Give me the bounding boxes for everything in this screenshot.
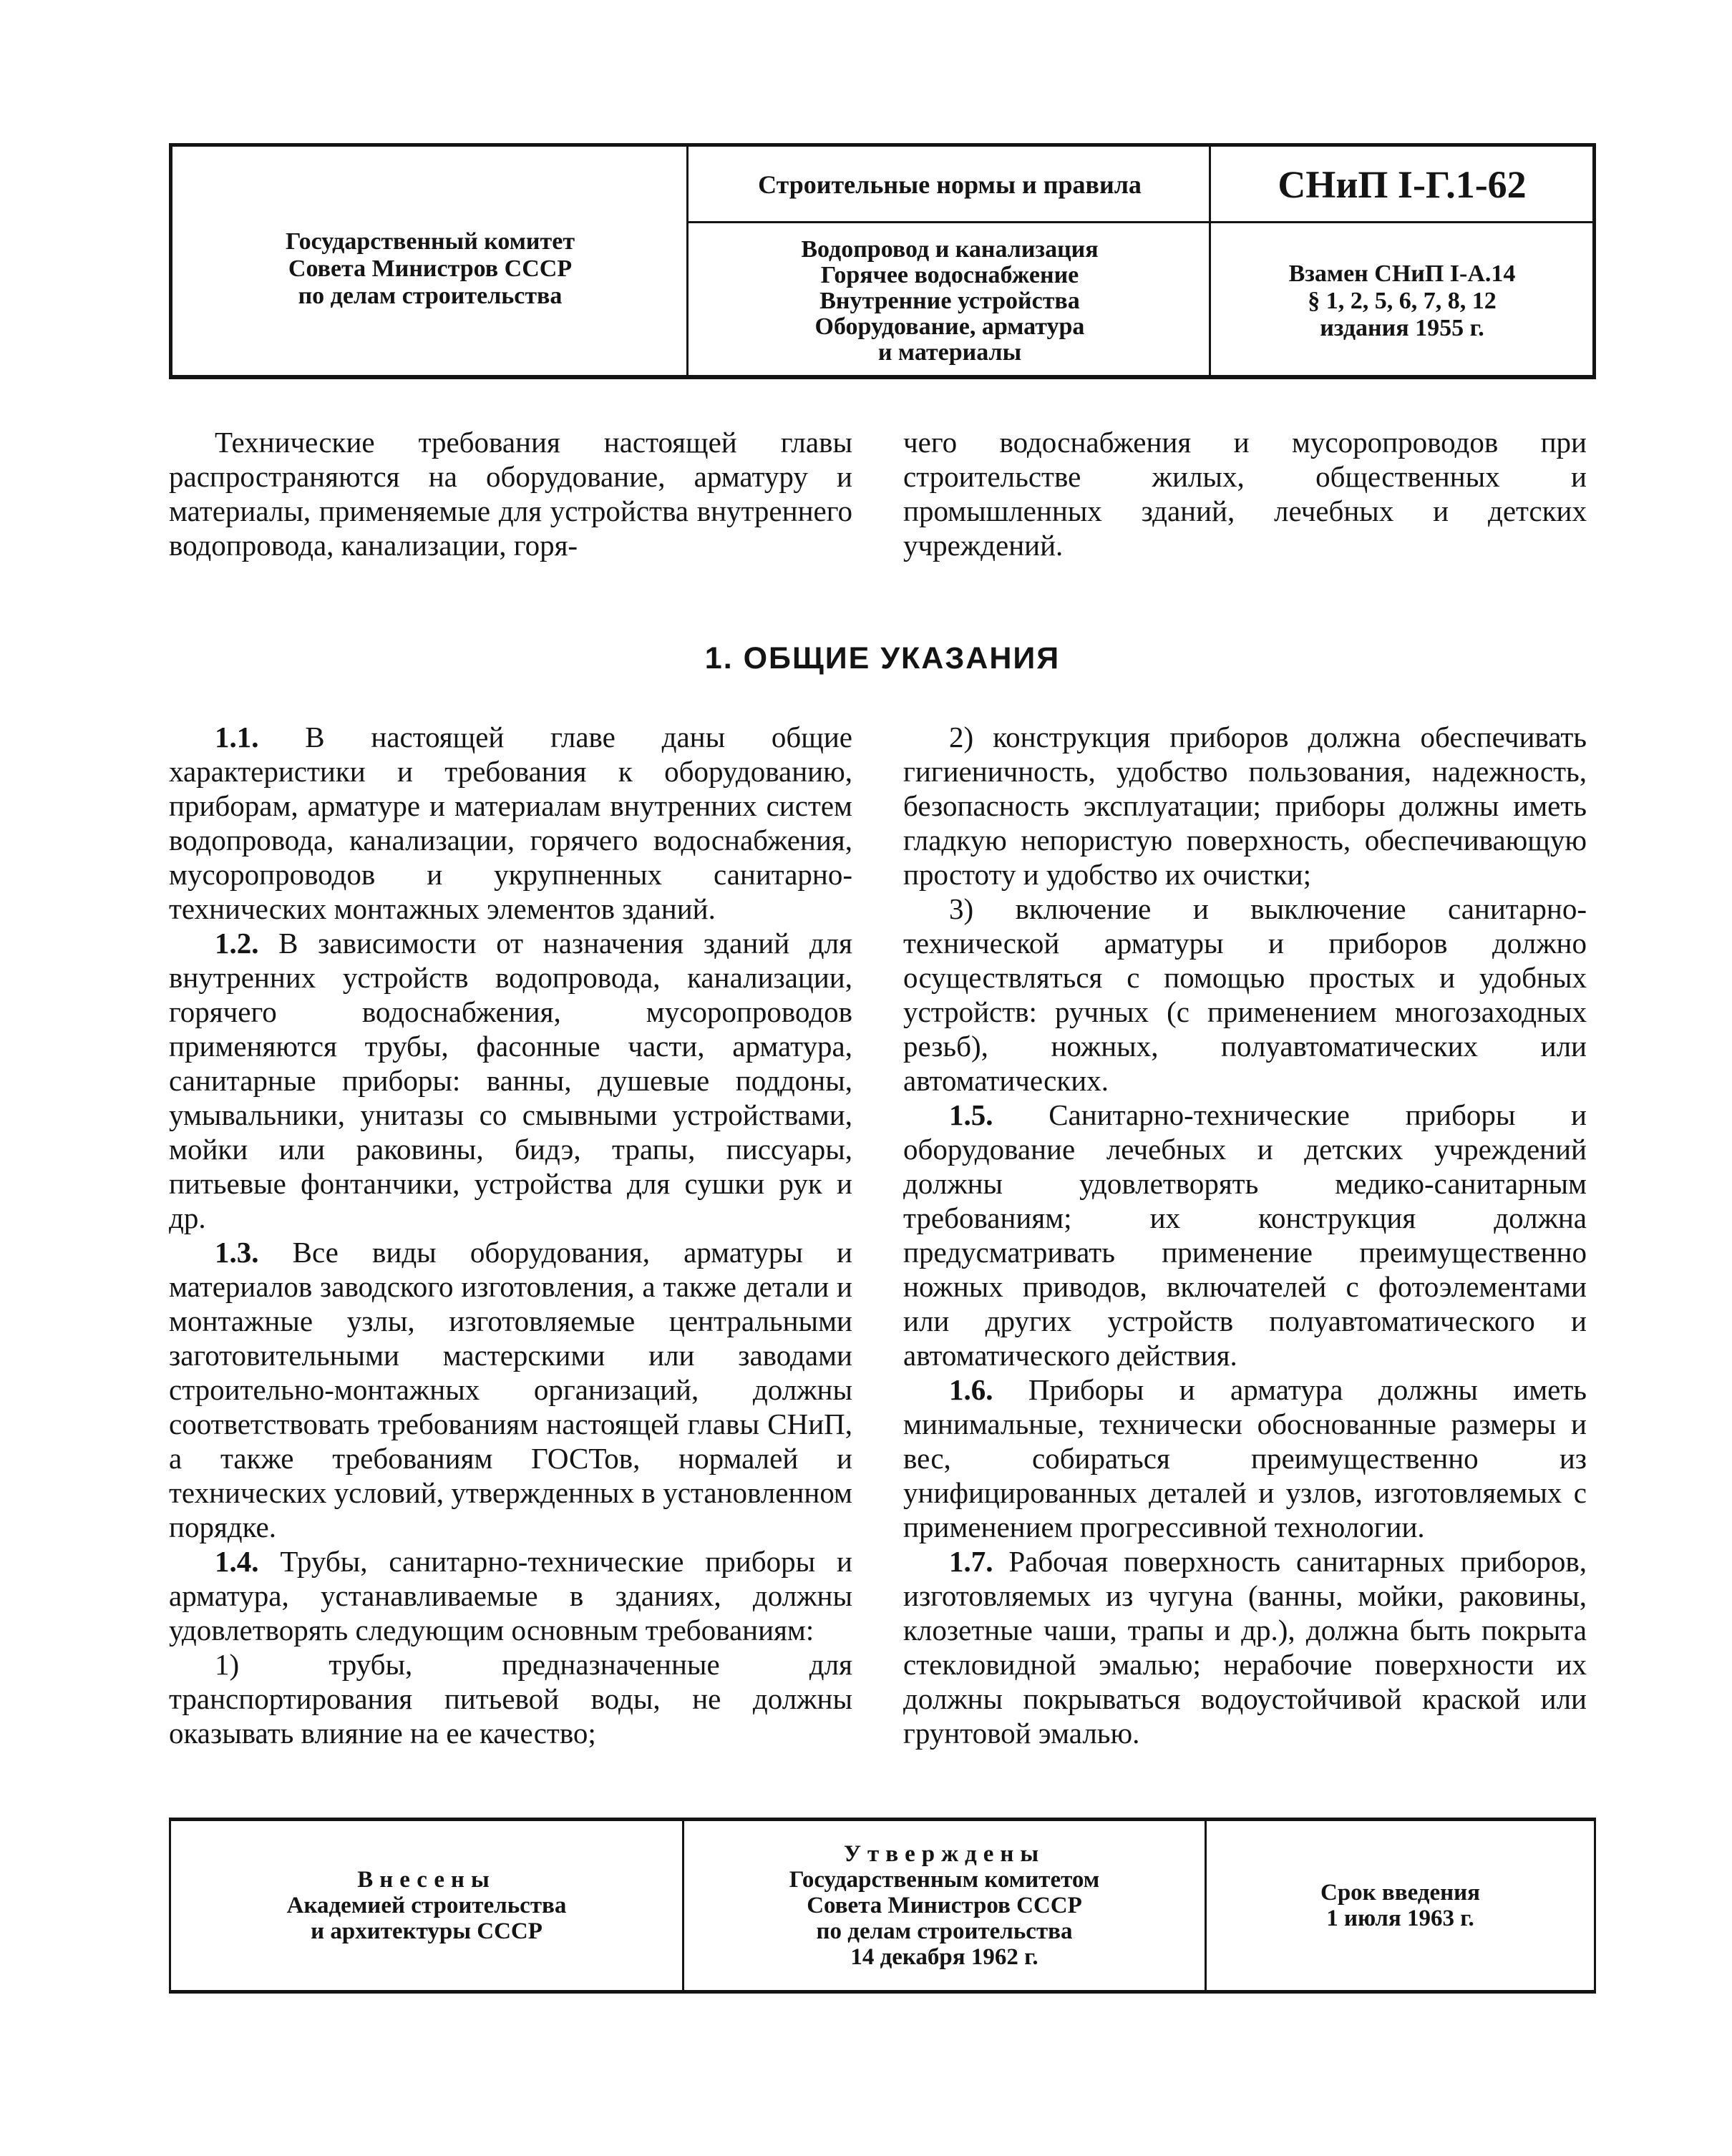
- paragraph-1-2: [169, 926, 852, 1235]
- footer-table: [169, 1818, 1596, 1994]
- paragraph-1-7: [903, 1544, 1587, 1750]
- replaces-note: [1212, 224, 1592, 378]
- intro-right: [903, 425, 1587, 562]
- subject-line: Горячее водоснабжение: [820, 261, 1079, 288]
- intro-paragraph: Технические требования настоящей главы распространяются на оборудование, арматуру и материалы, применяемые для устройства внутреннего водопровода, канализации, горя-: [169, 426, 852, 562]
- introduced-title: Внесены: [357, 1867, 496, 1893]
- effective-date: [1207, 1821, 1594, 1990]
- clause-number: 1.6.: [949, 1373, 993, 1406]
- paragraph-1-4: [169, 1544, 852, 1647]
- effective-label: Срок введения: [1320, 1880, 1481, 1906]
- clause-number: 1.7.: [949, 1545, 993, 1578]
- clause-text: В зависимости от назначения зданий для внутренних устройств водопровода, канализации, горячего водоснабжения, мусоропроводов применяются трубы, фасонные части, арматура, санитарные приборы: ванны, душевые поддоны, умывальники, унитазы со смывными устройствами, мойки или раковины, бидэ, трапы, писсуары, питьевые фонтанчики, устройства для сушки рук и др.: [169, 927, 852, 1234]
- clause-text: Приборы и арматура должны иметь минимальные, технически обоснованные размеры и вес, собираться преимущественно из унифицированных деталей и узлов, изготовляемых с применением прогрессивной технологии.: [903, 1373, 1587, 1543]
- intro-paragraph: чего водоснабжения и мусоропроводов при строительстве жилых, общественных и промышленных зданий, лечебных и детских учреждений.: [903, 426, 1587, 562]
- clause-number: 1.5.: [949, 1098, 993, 1131]
- committee-line: по делам строительства: [298, 282, 563, 309]
- clause-text: Трубы, санитарно-технические приборы и арматура, устанавливаемые в зданиях, должны удовлетворять следующим основным требованиям:: [169, 1545, 852, 1647]
- replaces-line: издания 1955 г.: [1320, 314, 1484, 341]
- effective-value: 1 июля 1963 г.: [1326, 1906, 1474, 1931]
- approved-title: Утверждены: [843, 1841, 1046, 1867]
- subject-line: Внутренние устройства: [819, 287, 1080, 314]
- paragraph-1-6: [903, 1372, 1587, 1544]
- approved-line: Государственным комитетом: [789, 1867, 1100, 1893]
- replaces-line: Взамен СНиП I-А.14: [1288, 260, 1516, 287]
- subject-line: Оборудование, арматура: [814, 313, 1085, 340]
- clause-text: Все виды оборудования, арматуры и материалов заводского изготовления, а также детали и монтажные узлы, изготовляемые центральными заготовительными мастерскими или заводами строительно-монтажных организаций, должны соответствовать требованиям настоящей главы СНиП, а также требованиям ГОСТов, нормалей и технических условий, утвержденных в установленном порядке.: [169, 1236, 852, 1543]
- paragraph-1-5: [903, 1098, 1587, 1372]
- introduced-by: [171, 1821, 682, 1990]
- introduced-line: Академией строительства: [286, 1893, 567, 1918]
- clause-text: Рабочая поверхность санитарных приборов, изготовляемых из чугуна (ванны, мойки, раковины, клозетные чаши, трапы и др.), должна быть покрыта стекловидной эмалью; нерабочие поверхности их должны покрываться водоустойчивой краской или грунтовой эмалью.: [903, 1545, 1587, 1750]
- replaces-line: § 1, 2, 5, 6, 7, 8, 12: [1308, 287, 1497, 314]
- clause-number: 1.4.: [215, 1545, 259, 1578]
- issuing-committee: [172, 147, 688, 375]
- intro-left: [169, 425, 852, 562]
- list-item-3: 3) включение и выключение санитарно-технической арматуры и приборов должно осуществляться с помощью простых и удобных устройств: ручных (с применением многозаходных резьб), ножных, полуавтоматических или автоматических.: [903, 892, 1587, 1097]
- list-item-2: 2) конструкция приборов должна обеспечивать гигиеничность, удобство пользования, надежность, безопасность эксплуатации; приборы должны иметь гладкую непористую поверхность, обеспечивающую простоту и удобство их очистки;: [903, 721, 1587, 891]
- document-code: СНиП I-Г.1-62: [1278, 162, 1527, 206]
- introduced-line: и архитектуры СССР: [311, 1918, 543, 1944]
- approved-line: Совета Министров СССР: [807, 1893, 1082, 1918]
- clause-number: 1.3.: [215, 1236, 259, 1269]
- approved-by: [684, 1821, 1205, 1990]
- left-column: [169, 720, 852, 1750]
- subject-line: и материалы: [877, 338, 1022, 366]
- clause-number: 1.2.: [215, 927, 259, 960]
- committee-line: Совета Министров СССР: [288, 255, 573, 282]
- section-title: 1. ОБЩИЕ УКАЗАНИЯ: [704, 641, 1061, 675]
- document-type: Строительные нормы и правила: [758, 170, 1142, 199]
- document-subject: [689, 224, 1210, 378]
- paragraph-1-3: [169, 1235, 852, 1544]
- header-table: [169, 143, 1596, 379]
- paragraph-1-1: [169, 720, 852, 926]
- clause-text: В настоящей главе даны общие характеристики и требования к оборудованию, приборам, арматуре и материалам внутренних систем водопровода, канализации, горячего водоснабжения, мусоропроводов и укрупненных санитарно-технических монтажных элементов зданий.: [169, 721, 852, 925]
- list-item-1: 1) трубы, предназначенные для транспортирования питьевой воды, не должны оказывать влияние на ее качество;: [169, 1648, 852, 1750]
- clause-text: Санитарно-технические приборы и оборудование лечебных и детских учреждений должны удовлетворять медико-санитарным требованиям; их конструкция должна предусматривать применение преимущественно ножных приводов, включателей с фотоэлементами или других устройств полуавтоматического и автоматического действия.: [903, 1098, 1587, 1372]
- clause-number: 1.1.: [215, 721, 259, 753]
- subject-line: Водопровод и канализация: [801, 235, 1099, 263]
- committee-line: Государственный комитет: [285, 228, 575, 255]
- approved-date: 14 декабря 1962 г.: [850, 1944, 1038, 1970]
- right-column: [903, 720, 1587, 1750]
- approved-line: по делам строительства: [816, 1918, 1073, 1944]
